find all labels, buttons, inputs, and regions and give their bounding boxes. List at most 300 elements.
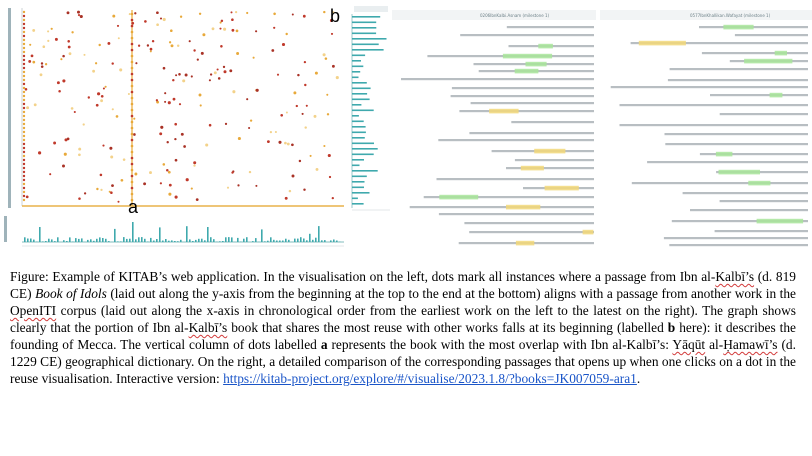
text-line <box>702 52 808 54</box>
reuse-dot <box>231 29 234 32</box>
histogram-bar <box>108 241 110 242</box>
reuse-dot <box>131 31 134 34</box>
reuse-dot <box>292 175 295 178</box>
reuse-dot <box>23 55 25 57</box>
reuse-dot <box>159 132 162 135</box>
histogram-bar <box>300 237 302 242</box>
reuse-dot <box>197 59 199 61</box>
side-bar <box>352 66 363 68</box>
reuse-dot <box>336 76 339 79</box>
panel-label-a: a <box>128 197 139 217</box>
histogram-bar <box>114 229 116 242</box>
reuse-dot <box>131 115 134 118</box>
reuse-dot <box>92 70 95 73</box>
reuse-dot <box>131 175 134 178</box>
histogram-bar <box>165 239 167 242</box>
histogram-bar <box>318 226 320 242</box>
reuse-dot <box>23 175 25 177</box>
reuse-dot <box>156 99 158 101</box>
reuse-dot <box>71 31 73 33</box>
reuse-dot <box>133 133 136 136</box>
reuse-dot <box>129 13 131 15</box>
reuse-dot <box>273 27 275 29</box>
reuse-dot <box>326 94 328 96</box>
reuse-dot <box>23 183 25 185</box>
reuse-dot <box>193 164 195 166</box>
reuse-dot <box>236 52 239 55</box>
reuse-dot <box>231 18 234 21</box>
reuse-dot <box>214 71 217 74</box>
reuse-dot <box>134 173 137 176</box>
histogram-bar <box>324 240 326 242</box>
reuse-dot <box>23 91 25 93</box>
reuse-dot <box>287 143 290 146</box>
reuse-dot <box>67 138 70 141</box>
histogram-bar <box>219 241 221 242</box>
histogram-bar <box>78 239 80 242</box>
text-line <box>507 26 594 28</box>
reuse-dot <box>23 127 25 129</box>
reuse-dot <box>131 25 134 28</box>
histogram-bar <box>72 242 74 243</box>
reuse-dot <box>196 198 199 201</box>
word-yaqut: Yāqūt <box>672 337 706 352</box>
reuse-dot <box>138 45 140 47</box>
reuse-dot <box>164 101 166 103</box>
reuse-dot <box>303 15 306 18</box>
reuse-dot <box>116 115 119 118</box>
reuse-dot <box>310 155 312 157</box>
reuse-dot <box>131 163 134 166</box>
reuse-dot <box>97 92 100 95</box>
reuse-dot <box>218 77 221 80</box>
reuse-dot <box>131 103 134 106</box>
reuse-dot <box>23 27 25 29</box>
highlight <box>538 44 553 49</box>
side-bar <box>352 154 374 156</box>
text-line <box>464 222 594 224</box>
histogram-bar <box>138 237 140 242</box>
reuse-dot <box>131 61 134 64</box>
side-bar <box>352 38 387 40</box>
reuse-dot <box>289 190 291 192</box>
reuse-dot <box>131 43 134 46</box>
reuse-dot <box>98 44 100 46</box>
histogram-bar <box>90 239 92 242</box>
reuse-dot <box>131 85 134 88</box>
histogram-bar <box>213 239 215 242</box>
reuse-dot <box>327 113 329 115</box>
histogram-bar <box>51 239 53 242</box>
reuse-dot <box>143 182 146 185</box>
reuse-dot <box>173 98 176 101</box>
reuse-dot <box>23 31 25 33</box>
reuse-dot <box>69 52 72 55</box>
reuse-dot <box>131 151 134 154</box>
reuse-dot <box>147 44 149 46</box>
reuse-dot <box>83 54 85 56</box>
reuse-dot <box>23 155 25 157</box>
histogram-bar <box>228 237 230 242</box>
reuse-dot <box>23 79 25 81</box>
histogram-bar <box>63 240 65 242</box>
reuse-dot <box>168 101 171 104</box>
text-line <box>668 79 808 81</box>
reuse-dot <box>160 182 162 184</box>
reuse-dot <box>131 22 134 25</box>
reuse-dot <box>220 22 222 24</box>
histogram-bar <box>33 240 35 242</box>
reuse-dot <box>131 181 134 184</box>
word-kalbi-2: Kalbī’s <box>188 320 228 335</box>
histogram-bar <box>93 241 95 242</box>
reuse-dot <box>160 126 163 129</box>
reuse-dot <box>131 145 134 148</box>
reuse-dot <box>302 113 304 115</box>
side-bar <box>352 16 380 18</box>
reuse-dot <box>134 12 136 14</box>
histogram-bar <box>66 241 68 242</box>
scatter-panel <box>0 0 350 252</box>
histogram-bar <box>189 239 191 242</box>
reuse-dot <box>277 74 279 76</box>
reuse-dot <box>297 74 299 76</box>
reuse-dot <box>231 171 233 173</box>
reuse-dot <box>23 103 25 105</box>
histogram-bar <box>309 234 311 242</box>
reuse-dot <box>271 49 274 52</box>
reuse-dot <box>117 25 119 27</box>
reuse-dot <box>306 105 308 107</box>
histogram-bar <box>87 240 89 242</box>
reuse-dot <box>131 139 134 142</box>
reuse-dot <box>246 12 248 14</box>
reuse-dot <box>131 193 134 196</box>
reuse-dot <box>179 103 181 105</box>
reuse-dot <box>101 95 104 98</box>
histogram-bar <box>303 239 305 243</box>
histogram-bar <box>132 222 134 242</box>
reuse-dot <box>41 65 44 68</box>
histogram-bar <box>30 239 32 243</box>
histogram-bar <box>102 238 104 242</box>
text-line <box>665 143 808 145</box>
reuse-dot <box>175 159 178 162</box>
histogram-bar <box>231 237 233 242</box>
highlight <box>775 51 787 56</box>
histogram-bar <box>276 241 278 243</box>
side-bar <box>352 165 360 167</box>
histogram-bar <box>273 240 275 242</box>
interactive-version-link[interactable]: https://kitab-project.org/explore/#/visualise/2023.1.8/?books=JK007059-ara1 <box>223 371 637 386</box>
histogram-bar <box>171 240 173 242</box>
text-line <box>469 132 594 134</box>
highlight <box>515 69 539 74</box>
reuse-dot <box>323 53 326 56</box>
reuse-dot <box>23 199 25 201</box>
reuse-dot <box>293 91 296 94</box>
reuse-dot <box>23 171 25 173</box>
reuse-dot <box>51 28 53 30</box>
reuse-dot <box>131 97 134 100</box>
reuse-dot <box>103 87 105 89</box>
reuse-dot <box>229 69 232 72</box>
histogram-bar <box>186 226 188 242</box>
reuse-dot <box>316 168 319 171</box>
text-line <box>664 237 808 239</box>
reuse-dot <box>78 148 81 151</box>
reuse-dot <box>23 99 25 101</box>
reuse-dot <box>23 163 25 165</box>
text-line <box>459 110 594 112</box>
histogram-bar <box>120 241 122 242</box>
text-line <box>665 133 809 135</box>
reuse-dot <box>275 131 277 133</box>
reuse-dot <box>23 131 25 133</box>
reuse-dot <box>156 23 159 26</box>
highlight <box>583 230 594 235</box>
reuse-dot <box>168 193 171 196</box>
histogram-bar <box>243 239 245 242</box>
histogram-bar <box>75 238 77 242</box>
text-line <box>451 95 594 97</box>
reuse-dot <box>23 167 25 169</box>
reuse-dot <box>329 176 331 178</box>
histogram-bar <box>147 242 149 243</box>
reuse-dot <box>285 33 287 35</box>
reuse-dot <box>131 91 134 94</box>
reuse-dot <box>273 13 276 16</box>
reuse-dot <box>193 161 196 164</box>
reuse-dot <box>219 28 221 30</box>
reuse-dot <box>150 50 152 52</box>
text-line <box>438 139 594 141</box>
reuse-dot <box>304 126 306 128</box>
reuse-dot <box>303 188 305 190</box>
reuse-dot <box>23 191 25 193</box>
histogram-bar <box>168 241 170 242</box>
reuse-dot <box>131 187 134 190</box>
histogram-bar <box>264 241 266 242</box>
text-line <box>506 167 594 169</box>
histogram-bar <box>315 238 317 242</box>
side-bar <box>352 121 364 123</box>
reuse-dot <box>23 67 25 69</box>
reuse-dot <box>107 42 110 45</box>
text-line <box>401 78 594 80</box>
reuse-dot <box>133 118 135 120</box>
text-line <box>439 213 594 215</box>
reuse-dot <box>23 83 25 85</box>
side-bar <box>352 33 376 35</box>
reuse-dot <box>193 49 195 51</box>
highlight <box>757 219 804 224</box>
reuse-dot <box>23 11 25 13</box>
reuse-dot <box>23 119 25 121</box>
side-bar <box>352 110 374 112</box>
reuse-dot <box>267 140 270 143</box>
reuse-dot <box>235 11 237 13</box>
side-bar <box>352 55 365 57</box>
side-bar <box>352 148 378 150</box>
text-line <box>410 206 594 208</box>
side-histogram-bars <box>352 16 387 205</box>
reuse-dot <box>292 13 294 15</box>
text-line <box>720 113 808 115</box>
histogram-bar <box>129 239 131 242</box>
text-line <box>669 244 808 246</box>
panel-label-b: b <box>330 6 341 26</box>
reuse-dot <box>23 95 25 97</box>
reuse-dot <box>23 147 25 149</box>
reuse-dot <box>100 99 103 102</box>
side-bar <box>352 88 371 90</box>
reuse-dot <box>135 62 137 64</box>
reuse-dot <box>47 30 49 32</box>
reuse-dot <box>199 94 202 97</box>
side-bar <box>352 159 364 161</box>
reuse-dot <box>178 73 181 76</box>
reuse-dot <box>152 40 154 42</box>
text-line <box>670 68 808 70</box>
reuse-dot <box>28 60 31 63</box>
histogram-bar <box>246 237 248 242</box>
reuse-dot <box>209 124 212 127</box>
reuse-dot <box>131 37 134 40</box>
highlight <box>744 59 792 64</box>
text-line <box>437 178 595 180</box>
reuse-dot <box>23 179 25 181</box>
histogram-bar <box>201 239 203 242</box>
histogram-bar <box>288 240 290 242</box>
histogram-bar <box>321 240 323 242</box>
histogram-bar <box>270 237 272 242</box>
reuse-dot <box>314 115 317 118</box>
reuse-dot <box>112 108 114 110</box>
side-bar <box>352 115 359 117</box>
histogram-bar <box>57 237 59 242</box>
reuse-dot <box>227 187 229 189</box>
reuse-dot <box>34 103 37 106</box>
reuse-dot <box>55 38 58 41</box>
histogram-bar <box>306 240 308 242</box>
reuse-dot <box>23 35 25 37</box>
histogram-bar <box>177 241 179 242</box>
reuse-dot <box>29 44 31 46</box>
reuse-dot <box>83 123 85 125</box>
y-axis-label-strip <box>8 8 11 208</box>
side-bar <box>352 181 365 183</box>
reuse-dot <box>67 40 70 43</box>
reuse-dot <box>149 171 152 174</box>
histogram-bar <box>162 241 164 243</box>
text-line <box>471 102 594 104</box>
reuse-dot <box>237 184 239 186</box>
reuse-dot <box>169 184 172 187</box>
reuse-dot <box>201 52 204 55</box>
reuse-dot <box>131 67 134 70</box>
reuse-dot <box>249 171 251 173</box>
histogram-bar <box>81 238 83 242</box>
text-line <box>647 161 808 163</box>
reuse-dot <box>250 119 252 121</box>
reuse-dot <box>282 43 285 46</box>
reuse-dot <box>131 121 134 124</box>
reuse-dot <box>225 123 227 125</box>
reuse-dot <box>284 142 287 145</box>
histogram-bar <box>159 227 161 242</box>
histogram-bar <box>174 241 176 242</box>
reuse-dot <box>23 43 25 45</box>
reuse-dot <box>238 137 241 140</box>
highlight <box>516 241 534 246</box>
reuse-dot <box>23 23 25 25</box>
reuse-dot <box>112 62 114 64</box>
reuse-dot <box>167 141 169 143</box>
reuse-dot <box>105 86 107 88</box>
text-line <box>620 104 809 106</box>
reuse-dot <box>23 115 25 117</box>
histogram-bar <box>123 237 125 242</box>
reuse-dot <box>304 61 306 63</box>
histogram-bar <box>54 241 56 242</box>
reuse-dot <box>191 188 193 190</box>
reuse-dot <box>253 57 255 59</box>
reuse-dot <box>150 48 153 51</box>
reuse-dot <box>175 196 178 199</box>
comparison-panel[interactable] <box>392 10 812 250</box>
reuse-dot <box>60 58 62 60</box>
reuse-dot <box>323 11 325 13</box>
histogram-bar <box>45 241 47 242</box>
reuse-dot <box>95 62 97 64</box>
reuse-dot <box>270 131 272 133</box>
reuse-dot <box>84 192 86 194</box>
reuse-dot <box>180 16 182 18</box>
reuse-dot <box>45 63 47 65</box>
reuse-dot <box>53 142 56 145</box>
histogram-bar <box>237 238 239 242</box>
reuse-dot <box>171 44 174 47</box>
text-line <box>515 159 594 161</box>
text-line <box>632 182 808 184</box>
reuse-dot <box>189 40 191 42</box>
reuse-dot <box>182 79 185 82</box>
reuse-dot <box>78 197 81 200</box>
reuse-dot <box>128 93 130 95</box>
side-bar <box>352 93 367 95</box>
histogram-bar <box>330 240 332 242</box>
highlight <box>526 62 547 67</box>
reuse-dot <box>131 73 134 76</box>
text-line <box>735 34 808 36</box>
side-bar <box>352 49 384 51</box>
highlight <box>521 166 544 171</box>
histogram-bar <box>225 237 227 242</box>
reuse-dot <box>315 72 318 75</box>
text-line <box>620 124 809 126</box>
reuse-dot <box>23 195 25 197</box>
histogram-bar <box>261 229 263 242</box>
text-line <box>611 86 808 88</box>
side-bar <box>352 22 376 24</box>
reuse-dot <box>102 145 104 147</box>
word-hamawi: Ḥamawī’s <box>723 337 778 352</box>
side-bar <box>352 203 364 205</box>
histogram-bar <box>96 239 98 242</box>
side-histogram <box>352 6 390 210</box>
side-bar <box>352 137 365 139</box>
